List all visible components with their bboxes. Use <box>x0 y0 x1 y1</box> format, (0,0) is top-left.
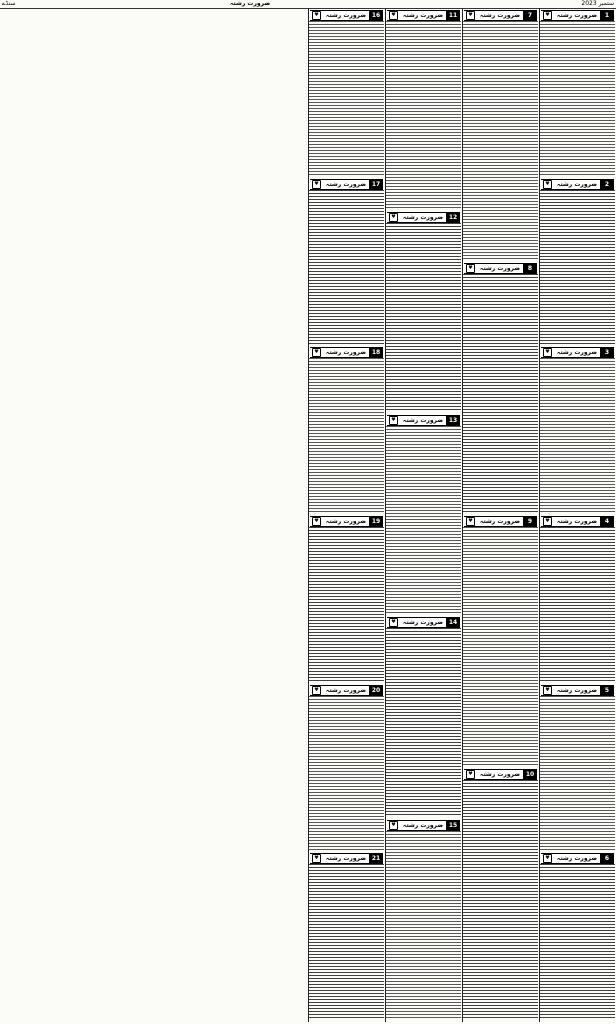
notice-banner <box>310 685 383 696</box>
column-rule <box>539 8 540 1022</box>
notice-masthead: ضرورت رشتہ <box>479 518 521 525</box>
notice-body-text <box>386 831 461 1020</box>
notice-logo-icon: ♥ <box>389 618 398 627</box>
column-4 <box>309 10 384 1022</box>
notice-logo-icon: ♥ <box>543 686 552 695</box>
notice-banner <box>310 516 383 527</box>
notice-masthead: ضرورت رشتہ <box>556 518 598 525</box>
notice-body-text <box>463 274 538 514</box>
notice-number: 11 <box>446 11 460 20</box>
notice-body-text <box>540 358 615 514</box>
notice-banner <box>387 820 460 831</box>
notice-number: 5 <box>600 686 614 695</box>
notice-logo-icon: ♥ <box>312 517 321 526</box>
notice-number: 8 <box>523 264 537 273</box>
notice-logo-icon: ♥ <box>466 264 475 273</box>
notice-banner <box>387 617 460 628</box>
notice-banner <box>464 516 537 527</box>
notice-banner <box>387 10 460 21</box>
notice-masthead: ضرورت رشتہ <box>402 822 444 829</box>
notice-body-text <box>540 21 615 177</box>
notice-number: 2 <box>600 180 614 189</box>
notice-masthead: ضرورت رشتہ <box>325 687 367 694</box>
notice-logo-icon: ♥ <box>543 348 552 357</box>
notice-banner <box>541 516 614 527</box>
notice-body-text <box>386 628 461 817</box>
notice-number: 20 <box>369 686 383 695</box>
notice-banner <box>387 212 460 223</box>
notice-number: 10 <box>523 770 537 779</box>
notice-masthead: ضرورت رشتہ <box>325 349 367 356</box>
notice-logo-icon: ♥ <box>389 416 398 425</box>
notice-logo-icon: ♥ <box>543 11 552 20</box>
notice-logo-icon: ♥ <box>389 11 398 20</box>
header-title: ضرورت رشتہ <box>230 0 271 7</box>
notice-banner <box>310 853 383 864</box>
notice-banner <box>464 769 537 780</box>
notice-banner <box>541 179 614 190</box>
notice-logo-icon: ♥ <box>543 180 552 189</box>
notice-banner <box>387 415 460 426</box>
notice-body-text <box>540 190 615 346</box>
notice-logo-icon: ♥ <box>312 180 321 189</box>
notice-body-text <box>309 527 384 683</box>
notice-body-text <box>309 21 384 177</box>
notice-logo-icon: ♥ <box>312 854 321 863</box>
notice-masthead: ضرورت رشتہ <box>556 12 598 19</box>
notice-number: 19 <box>369 517 383 526</box>
notice-body-text <box>540 527 615 683</box>
notice-banner <box>541 10 614 21</box>
notice-logo-icon: ♥ <box>389 821 398 830</box>
notice-body-text <box>309 190 384 346</box>
notice-logo-icon: ♥ <box>312 11 321 20</box>
notice-body-text <box>309 864 384 1020</box>
notice-body-text <box>463 780 538 1020</box>
notice-masthead: ضرورت رشتہ <box>556 687 598 694</box>
notice-masthead: ضرورت رشتہ <box>402 417 444 424</box>
notice-banner <box>310 347 383 358</box>
notice-number: 17 <box>369 180 383 189</box>
notice-logo-icon: ♥ <box>389 213 398 222</box>
notice-number: 4 <box>600 517 614 526</box>
notice-number: 3 <box>600 348 614 357</box>
notice-masthead: ضرورت رشتہ <box>402 214 444 221</box>
notice-number: 13 <box>446 416 460 425</box>
notice-logo-icon: ♥ <box>312 686 321 695</box>
notice-logo-icon: ♥ <box>466 11 475 20</box>
notice-number: 9 <box>523 517 537 526</box>
notice-number: 18 <box>369 348 383 357</box>
notice-masthead: ضرورت رشتہ <box>556 181 598 188</box>
column-2 <box>463 10 538 1022</box>
notice-number: 16 <box>369 11 383 20</box>
notice-banner <box>464 263 537 274</box>
notice-body-text <box>309 696 384 852</box>
notice-body-text <box>309 358 384 514</box>
notice-banner <box>464 10 537 21</box>
notice-masthead: ضرورت رشتہ <box>556 855 598 862</box>
notice-body-text <box>463 21 538 261</box>
notice-masthead: ضرورت رشتہ <box>325 518 367 525</box>
notice-body-text <box>386 426 461 615</box>
notice-masthead: ضرورت رشتہ <box>556 349 598 356</box>
notice-masthead: ضرورت رشتہ <box>402 12 444 19</box>
header-rule <box>0 8 616 9</box>
notice-banner <box>541 685 614 696</box>
notice-masthead: ضرورت رشتہ <box>325 855 367 862</box>
notice-banner <box>310 179 383 190</box>
notice-logo-icon: ♥ <box>543 854 552 863</box>
notice-number: 12 <box>446 213 460 222</box>
notice-body-text <box>540 696 615 852</box>
column-1 <box>540 10 615 1022</box>
notice-number: 7 <box>523 11 537 20</box>
notice-masthead: ضرورت رشتہ <box>479 12 521 19</box>
notice-logo-icon: ♥ <box>466 770 475 779</box>
notice-number: 14 <box>446 618 460 627</box>
column-rule <box>385 8 386 1022</box>
notice-masthead: ضرورت رشتہ <box>325 12 367 19</box>
notice-masthead: ضرورت رشتہ <box>479 265 521 272</box>
column-3 <box>386 10 461 1022</box>
column-rule <box>308 8 309 1022</box>
notice-number: 6 <box>600 854 614 863</box>
notice-masthead: ضرورت رشتہ <box>325 181 367 188</box>
notice-masthead: ضرورت رشتہ <box>402 619 444 626</box>
header-section-label: سنڈے <box>2 0 16 7</box>
column-rule <box>462 8 463 1022</box>
header-date: 2023 ستمبر <box>581 0 614 7</box>
notice-masthead: ضرورت رشتہ <box>479 771 521 778</box>
notice-logo-icon: ♥ <box>312 348 321 357</box>
notice-body-text <box>386 223 461 412</box>
notice-body-text <box>386 21 461 210</box>
notice-number: 21 <box>369 854 383 863</box>
notice-logo-icon: ♥ <box>543 517 552 526</box>
notice-number: 1 <box>600 11 614 20</box>
notice-number: 15 <box>446 821 460 830</box>
notice-banner <box>541 347 614 358</box>
notice-banner <box>310 10 383 21</box>
notice-body-text <box>463 527 538 767</box>
notice-logo-icon: ♥ <box>466 517 475 526</box>
notice-banner <box>541 853 614 864</box>
notice-body-text <box>540 864 615 1020</box>
